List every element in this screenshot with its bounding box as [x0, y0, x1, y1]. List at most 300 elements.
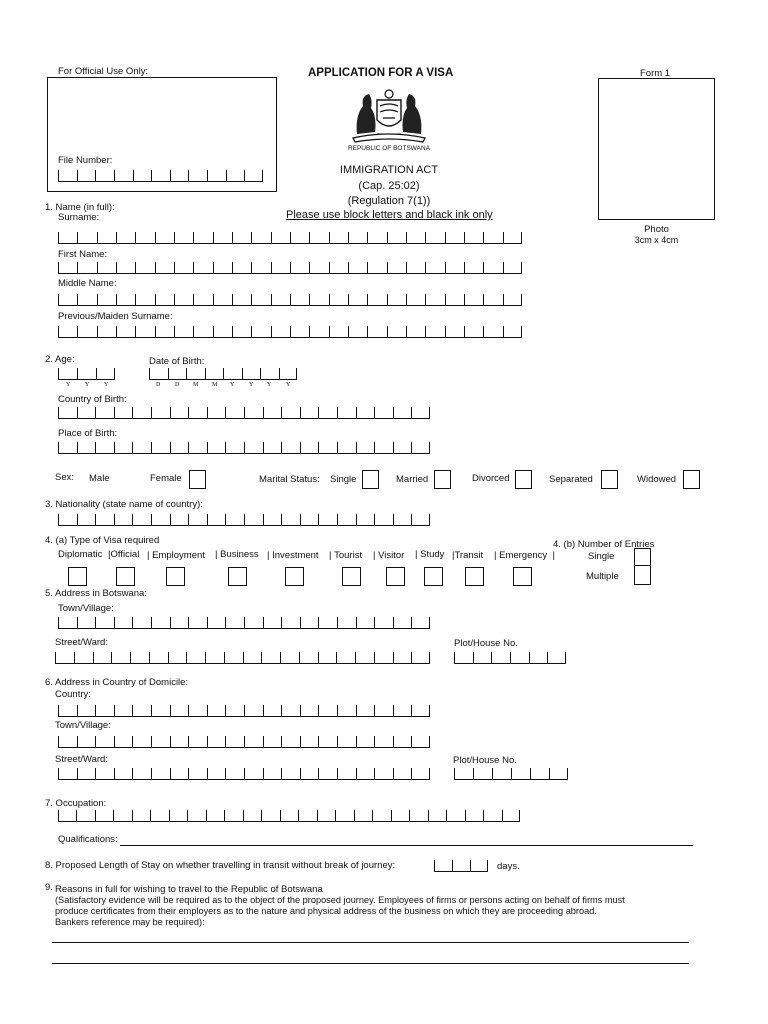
comb-divider: [188, 736, 189, 748]
entries-heading: 4. (b) Number of Entries: [553, 539, 655, 550]
comb-divider: [374, 617, 375, 629]
divorced-checkbox[interactable]: [515, 470, 532, 489]
comb-divider: [428, 810, 429, 822]
comb-divider: [188, 170, 189, 182]
comb-divider: [406, 262, 407, 274]
nationality-field[interactable]: [58, 514, 430, 526]
comb-divider: [58, 617, 59, 629]
comb-divider: [232, 232, 233, 244]
middle-name-label: Middle Name:: [58, 278, 117, 289]
domicile-address-heading: 6. Address in Country of Domicile:: [45, 677, 189, 688]
comb-divider: [502, 810, 503, 822]
first-name-label: First Name:: [58, 249, 108, 260]
comb-divider: [411, 652, 412, 664]
visa-type-tourist: | Tourist: [329, 550, 363, 561]
visa-type-employment: | Employment: [147, 550, 205, 561]
comb-divider: [251, 262, 252, 274]
dom-country-label: Country:: [55, 689, 91, 700]
comb-divider: [77, 514, 78, 526]
bw-town-field[interactable]: [58, 617, 430, 629]
comb-divider: [207, 407, 208, 419]
comb-divider: [114, 514, 115, 526]
comb-divider: [300, 705, 301, 717]
previous-surname-field[interactable]: [58, 326, 522, 338]
comb-divider: [58, 407, 59, 419]
comb-divider: [225, 768, 226, 780]
photo-box[interactable]: [598, 78, 715, 220]
comb-divider: [225, 705, 226, 717]
comb-divider: [132, 810, 133, 822]
comb-divider: [168, 368, 169, 380]
comb-divider: [149, 368, 150, 380]
comb-divider: [114, 442, 115, 454]
comb-divider: [244, 514, 245, 526]
comb-divider: [114, 768, 115, 780]
comb-divider: [300, 617, 301, 629]
photo-label: Photo: [644, 224, 669, 235]
comb-divider: [387, 294, 388, 306]
length-of-stay-field[interactable]: [434, 860, 488, 872]
comb-divider: [337, 442, 338, 454]
comb-divider: [244, 170, 245, 182]
previous-surname-label: Previous/Maiden Surname:: [58, 311, 173, 322]
comb-divider: [151, 170, 152, 182]
comb-divider: [116, 232, 117, 244]
comb-divider: [114, 170, 115, 182]
entries-single-checkbox[interactable]: [634, 548, 651, 566]
bw-plot-field[interactable]: [454, 652, 566, 664]
comb-divider: [356, 514, 357, 526]
cell-sublabel: M: [212, 382, 218, 388]
comb-divider: [244, 407, 245, 419]
comb-divider: [205, 368, 206, 380]
visa-type-transit: |Transit: [452, 550, 484, 561]
comb-divider: [281, 736, 282, 748]
comb-divider: [411, 736, 412, 748]
comb-divider: [411, 442, 412, 454]
comb-divider: [186, 368, 187, 380]
comb-divider: [317, 810, 318, 822]
comb-divider: [356, 617, 357, 629]
comb-divider: [454, 768, 455, 780]
visa-type-official: |Official: [108, 549, 140, 560]
comb-divider: [58, 514, 59, 526]
comb-divider: [186, 652, 187, 664]
comb-divider: [356, 705, 357, 717]
comb-divider: [170, 514, 171, 526]
photo-size: 3cm x 4cm: [634, 235, 679, 245]
widowed-checkbox[interactable]: [683, 470, 700, 489]
comb-divider: [329, 262, 330, 274]
comb-divider: [97, 262, 98, 274]
comb-divider: [425, 232, 426, 244]
comb-divider: [393, 407, 394, 419]
comb-divider: [406, 294, 407, 306]
cell-sublabel: M: [193, 382, 199, 388]
comb-divider: [261, 652, 262, 664]
comb-divider: [521, 326, 522, 338]
form-number: Form 1: [640, 68, 671, 79]
comb-divider: [446, 810, 447, 822]
comb-divider: [464, 232, 465, 244]
comb-divider: [279, 368, 280, 380]
comb-divider: [429, 617, 430, 629]
comb-divider: [151, 442, 152, 454]
comb-divider: [290, 326, 291, 338]
instruction: Please use block letters and black ink only: [286, 209, 493, 221]
comb-divider: [281, 514, 282, 526]
comb-divider: [130, 652, 131, 664]
comb-divider: [503, 326, 504, 338]
comb-divider: [290, 232, 291, 244]
entries-multiple-checkbox[interactable]: [634, 565, 651, 585]
comb-divider: [411, 617, 412, 629]
comb-divider: [93, 652, 94, 664]
comb-divider: [170, 768, 171, 780]
dom-street-field[interactable]: [58, 768, 430, 780]
comb-divider: [207, 514, 208, 526]
comb-divider: [114, 407, 115, 419]
middle-name-field[interactable]: [58, 294, 522, 306]
dom-town-field[interactable]: [58, 736, 430, 748]
comb-divider: [135, 326, 136, 338]
comb-divider: [354, 810, 355, 822]
comb-divider: [213, 262, 214, 274]
married-checkbox[interactable]: [434, 470, 451, 489]
single-checkbox[interactable]: [362, 470, 379, 489]
comb-divider: [58, 326, 59, 338]
comb-divider: [151, 617, 152, 629]
visitor-checkbox[interactable]: [386, 567, 405, 586]
dom-street-label: Street/Ward:: [55, 754, 108, 765]
comb-divider: [113, 810, 114, 822]
comb-divider: [261, 810, 262, 822]
comb-divider: [224, 810, 225, 822]
reasons-note-line1: (Satisfactory evidence will be required as to the object of the proposed journey. Employees of firms or persons acting on behalf of firms must: [55, 895, 625, 905]
comb-divider: [318, 736, 319, 748]
comb-divider: [454, 652, 455, 664]
first-name-field[interactable]: [58, 262, 522, 274]
comb-divider: [473, 768, 474, 780]
comb-divider: [406, 326, 407, 338]
comb-divider: [309, 232, 310, 244]
comb-divider: [429, 514, 430, 526]
emergency-checkbox[interactable]: [513, 567, 532, 586]
comb-divider: [114, 617, 115, 629]
entries-single-label: Single: [588, 551, 615, 562]
comb-divider: [151, 768, 152, 780]
comb-divider: [549, 768, 550, 780]
comb-divider: [445, 294, 446, 306]
comb-divider: [95, 407, 96, 419]
comb-divider: [348, 294, 349, 306]
visa-type-emergency: | Emergency |: [494, 550, 555, 561]
comb-divider: [445, 232, 446, 244]
comb-divider: [207, 617, 208, 629]
business-checkbox[interactable]: [228, 567, 247, 586]
reasons-heading: Reasons in full for wishing to travel to the Republic of Botswana: [55, 884, 323, 895]
comb-divider: [510, 652, 511, 664]
comb-baseline: [434, 871, 488, 872]
comb-divider: [207, 705, 208, 717]
comb-divider: [242, 368, 243, 380]
comb-divider: [271, 262, 272, 274]
comb-divider: [355, 652, 356, 664]
comb-divider: [244, 442, 245, 454]
comb-divider: [151, 407, 152, 419]
comb-divider: [58, 368, 59, 380]
comb-divider: [567, 768, 568, 780]
comb-divider: [207, 768, 208, 780]
comb-divider: [429, 736, 430, 748]
comb-divider: [97, 232, 98, 244]
comb-divider: [174, 262, 175, 274]
comb-divider: [132, 617, 133, 629]
comb-divider: [174, 232, 175, 244]
length-of-stay-label: 8. Proposed Length of Stay on whether travelling in transit without break of journey:: [45, 860, 396, 871]
comb-divider: [483, 262, 484, 274]
diplomatic-checkbox[interactable]: [68, 567, 87, 586]
comb-divider: [521, 232, 522, 244]
comb-divider: [281, 768, 282, 780]
cell-sublabel: Y: [249, 382, 254, 388]
comb-divider: [290, 262, 291, 274]
comb-baseline: [58, 821, 520, 822]
comb-divider: [77, 442, 78, 454]
coat-of-arms-caption: REPUBLIC OF BOTSWANA: [347, 145, 431, 152]
file-number-field[interactable]: [58, 170, 263, 182]
comb-divider: [263, 617, 264, 629]
comb-divider: [336, 652, 337, 664]
tourist-checkbox[interactable]: [342, 567, 361, 586]
comb-divider: [329, 294, 330, 306]
comb-divider: [393, 652, 394, 664]
female-label: Female: [150, 473, 182, 484]
widowed-label: Widowed: [637, 474, 677, 485]
comb-divider: [58, 442, 59, 454]
comb-divider: [452, 860, 453, 872]
comb-divider: [132, 736, 133, 748]
comb-divider: [280, 810, 281, 822]
comb-divider: [299, 652, 300, 664]
comb-divider: [290, 294, 291, 306]
comb-divider: [58, 170, 59, 182]
divorced-label: Divorced: [472, 473, 510, 484]
comb-divider: [393, 705, 394, 717]
dom-country-field[interactable]: [58, 705, 430, 717]
official-checkbox[interactable]: [116, 567, 135, 586]
cell-sublabel: Y: [286, 382, 291, 388]
qualifications-line[interactable]: [120, 845, 693, 846]
comb-divider: [318, 705, 319, 717]
reasons-note-line3: Bankers reference may be required):: [55, 917, 205, 927]
comb-divider: [429, 442, 430, 454]
comb-divider: [193, 294, 194, 306]
study-checkbox[interactable]: [424, 567, 443, 586]
comb-divider: [337, 768, 338, 780]
comb-divider: [77, 617, 78, 629]
comb-divider: [207, 736, 208, 748]
comb-divider: [337, 705, 338, 717]
employment-checkbox[interactable]: [166, 567, 185, 586]
bw-street-field[interactable]: [55, 652, 430, 664]
comb-divider: [519, 810, 520, 822]
comb-divider: [77, 262, 78, 274]
comb-divider: [309, 294, 310, 306]
comb-divider: [393, 514, 394, 526]
cell-sublabel: Y: [66, 382, 71, 388]
comb-divider: [483, 810, 484, 822]
comb-divider: [132, 768, 133, 780]
surname-field[interactable]: [58, 232, 522, 244]
place-of-birth-field[interactable]: [58, 442, 430, 454]
comb-divider: [132, 407, 133, 419]
comb-divider: [232, 294, 233, 306]
comb-divider: [135, 294, 136, 306]
comb-divider: [174, 294, 175, 306]
comb-divider: [374, 407, 375, 419]
comb-divider: [356, 407, 357, 419]
comb-divider: [251, 232, 252, 244]
bw-plot-label: Plot/House No.: [454, 638, 518, 649]
single-label: Single: [330, 474, 357, 485]
comb-divider: [135, 262, 136, 274]
comb-divider: [77, 705, 78, 717]
comb-divider: [503, 294, 504, 306]
married-label: Married: [396, 474, 429, 485]
comb-divider: [97, 326, 98, 338]
comb-divider: [300, 736, 301, 748]
comb-divider: [271, 326, 272, 338]
transit-checkbox[interactable]: [465, 567, 484, 586]
comb-divider: [374, 652, 375, 664]
comb-divider: [387, 262, 388, 274]
comb-divider: [429, 768, 430, 780]
comb-divider: [429, 705, 430, 717]
comb-divider: [374, 514, 375, 526]
comb-divider: [151, 514, 152, 526]
comb-divider: [309, 326, 310, 338]
comb-divider: [97, 294, 98, 306]
comb-divider: [348, 262, 349, 274]
comb-divider: [374, 705, 375, 717]
comb-divider: [374, 442, 375, 454]
visa-type-investment: | Investment: [267, 550, 319, 561]
place-of-birth-label: Place of Birth:: [58, 428, 118, 439]
comb-divider: [387, 326, 388, 338]
comb-divider: [207, 170, 208, 182]
comb-divider: [170, 705, 171, 717]
reasons-line-2[interactable]: [52, 963, 689, 964]
comb-divider: [251, 294, 252, 306]
comb-divider: [95, 514, 96, 526]
comb-divider: [168, 652, 169, 664]
comb-divider: [464, 262, 465, 274]
comb-divider: [155, 326, 156, 338]
comb-divider: [271, 232, 272, 244]
comb-divider: [155, 294, 156, 306]
comb-divider: [337, 617, 338, 629]
comb-divider: [114, 368, 115, 380]
comb-divider: [95, 442, 96, 454]
comb-divider: [281, 705, 282, 717]
comb-divider: [223, 368, 224, 380]
comb-divider: [503, 232, 504, 244]
comb-divider: [318, 617, 319, 629]
comb-divider: [356, 442, 357, 454]
comb-divider: [393, 442, 394, 454]
comb-baseline: [58, 379, 115, 380]
comb-divider: [492, 768, 493, 780]
bw-street-label: Street/Ward:: [55, 637, 108, 648]
comb-divider: [193, 232, 194, 244]
comb-divider: [169, 810, 170, 822]
comb-divider: [374, 768, 375, 780]
comb-divider: [393, 736, 394, 748]
dom-town-label: Town/Village:: [55, 720, 111, 731]
male-label: Male: [89, 473, 110, 484]
comb-divider: [429, 652, 430, 664]
comb-divider: [188, 442, 189, 454]
dob-field[interactable]: [149, 368, 297, 380]
comb-divider: [374, 736, 375, 748]
comb-divider: [465, 810, 466, 822]
comb-divider: [262, 170, 263, 182]
comb-divider: [133, 170, 134, 182]
reasons-line-1[interactable]: [52, 942, 689, 943]
comb-divider: [188, 407, 189, 419]
comb-divider: [260, 368, 261, 380]
comb-divider: [411, 768, 412, 780]
separated-checkbox[interactable]: [601, 470, 618, 489]
comb-divider: [244, 705, 245, 717]
comb-divider: [429, 407, 430, 419]
comb-divider: [281, 442, 282, 454]
comb-divider: [521, 262, 522, 274]
official-use-label: For Official Use Only:: [58, 66, 149, 77]
act-name: IMMIGRATION ACT: [339, 164, 439, 176]
comb-divider: [114, 736, 115, 748]
age-field[interactable]: [58, 368, 115, 380]
visa-type-heading: 4. (a) Type of Visa required: [45, 535, 160, 546]
occupation-field[interactable]: [58, 810, 520, 822]
comb-divider: [155, 262, 156, 274]
comb-divider: [213, 232, 214, 244]
separated-label: Separated: [549, 474, 593, 485]
qualifications-label: Qualifications:: [58, 834, 118, 845]
comb-divider: [188, 768, 189, 780]
country-of-birth-field[interactable]: [58, 407, 430, 419]
cell-sublabel: Y: [267, 382, 272, 388]
comb-divider: [348, 326, 349, 338]
comb-divider: [337, 514, 338, 526]
comb-divider: [95, 170, 96, 182]
comb-divider: [445, 326, 446, 338]
cell-sublabel: D: [156, 382, 161, 388]
comb-divider: [318, 514, 319, 526]
comb-divider: [188, 705, 189, 717]
comb-divider: [77, 368, 78, 380]
comb-divider: [132, 442, 133, 454]
female-checkbox[interactable]: [189, 470, 206, 489]
comb-divider: [111, 652, 112, 664]
comb-divider: [393, 617, 394, 629]
comb-divider: [225, 407, 226, 419]
dom-plot-field[interactable]: [454, 768, 568, 780]
comb-divider: [58, 705, 59, 717]
comb-divider: [387, 232, 388, 244]
investment-checkbox[interactable]: [285, 567, 304, 586]
